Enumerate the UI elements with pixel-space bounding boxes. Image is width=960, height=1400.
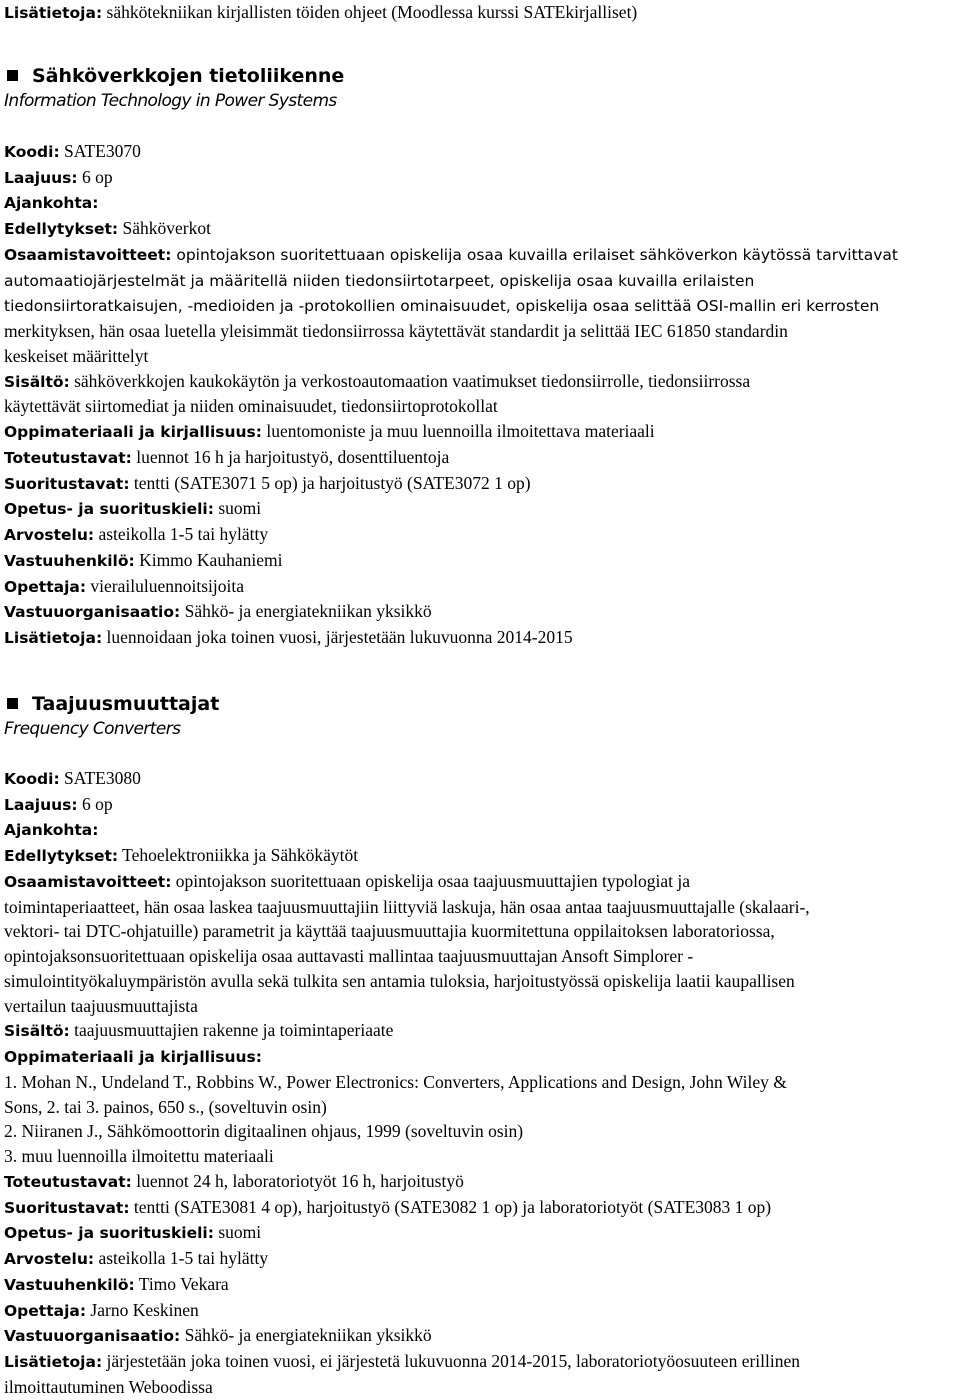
- field-value: Tehoelektroniikka ja Sähkökäytöt: [118, 845, 359, 865]
- field-value: vierailuluennoitsijoita: [86, 575, 244, 596]
- field-suoritustavat: [4, 1195, 956, 1221]
- field-value: Sähkö- ja energiatekniikan yksikkö: [180, 601, 432, 622]
- field-suoritustavat: [4, 471, 956, 497]
- field-label: Vastuuorganisaatio:: [4, 1327, 181, 1346]
- field-value: taajuusmuuttajien rakenne ja toimintaperiaate: [69, 1020, 394, 1041]
- field-label: Osaamistavoitteet:: [4, 872, 172, 891]
- field-value: merkityksen, hän osaa luetella yleisimmät tiedonsiirrossa käytettävät standardit ja selittää IEC 61850 standardin: [4, 321, 788, 341]
- field-label: Edellytykset:: [4, 847, 119, 865]
- field-value: 6 op: [77, 793, 113, 814]
- field-continuation: [4, 268, 956, 294]
- field-oppimateriaali: [4, 1044, 956, 1070]
- field-osaamistavoitteet: [4, 242, 956, 268]
- field-koodi: [4, 139, 956, 165]
- field-label: Opettaja:: [4, 577, 87, 596]
- course-section-sate3070: [4, 63, 956, 651]
- literature-item: [4, 1144, 956, 1169]
- header-info-label: Lisätietoja:: [4, 4, 103, 22]
- field-label: Laajuus:: [4, 795, 78, 814]
- field-value: sähköverkkojen kaukokäytön ja verkostoautomaation vaatimukset tiedonsiirrolle, tiedonsiirrossa: [69, 370, 751, 391]
- field-kieli: [4, 1220, 956, 1246]
- field-vastuuhenkilo: [4, 548, 956, 574]
- field-vastuuorganisaatio: [4, 1323, 956, 1349]
- header-info-value: sähkötekniikan kirjallisten töiden ohjeet (Moodlessa kurssi SATEkirjalliset): [102, 2, 638, 22]
- field-label: Vastuuhenkilö:: [4, 551, 135, 570]
- course-title-text: Sähköverkkojen tietoliikenne: [32, 64, 345, 87]
- field-toteutustavat: [4, 1169, 956, 1195]
- field-value: tentti (SATE3081 4 op), harjoitustyö (SATE3082 1 op) ja laboratoriotyöt (SATE3083 1 op): [129, 1196, 772, 1217]
- field-edellytykset: [4, 843, 956, 869]
- field-value: luentomoniste ja muu luennoilla ilmoitettava materiaali: [261, 421, 655, 441]
- course-subtitle: Information Technology in Power Systems: [4, 90, 337, 111]
- field-label: Arvostelu:: [4, 526, 95, 544]
- field-value: keskeiset määrittelyt: [4, 345, 149, 366]
- field-value: suomi: [213, 498, 262, 519]
- field-value: Jarno Keskinen: [86, 1299, 199, 1320]
- field-value: 3. muu luennoilla ilmoitettu materiaali: [4, 1146, 274, 1166]
- field-value: asteikolla 1-5 tai hylätty: [94, 524, 269, 544]
- field-label: Lisätietoja:: [4, 1353, 103, 1371]
- field-lisatietoja: [4, 1349, 956, 1375]
- field-vastuuorganisaatio: [4, 599, 956, 625]
- field-value: Sähköverkot: [118, 218, 211, 238]
- field-value: luennot 16 h ja harjoitustyö, dosenttiluentoja: [131, 446, 450, 467]
- field-label: Suoritustavat:: [4, 1198, 130, 1217]
- field-value: opintojakson suoritettuaan opiskelija osaa taajuusmuuttajien typologiat ja: [171, 870, 690, 891]
- field-label: Lisätietoja:: [4, 629, 103, 647]
- field-laajuus: [4, 165, 956, 191]
- field-lisatietoja: [4, 625, 956, 651]
- field-oppimateriaali: [4, 419, 956, 445]
- field-value: Kimmo Kauhaniemi: [134, 549, 283, 570]
- field-toteutustavat: [4, 445, 956, 471]
- field-value: Timo Vekara: [134, 1273, 229, 1294]
- field-vastuuhenkilo: [4, 1272, 956, 1298]
- field-label: Ajankohta:: [4, 194, 99, 213]
- course-subtitle: Frequency Converters: [4, 718, 181, 739]
- field-ajankohta: [4, 817, 956, 843]
- field-label: Ajankohta:: [4, 821, 99, 840]
- field-label: Arvostelu:: [4, 1250, 95, 1268]
- field-continuation: [4, 394, 956, 419]
- field-label: Koodi:: [4, 769, 60, 788]
- field-label: Koodi:: [4, 142, 60, 161]
- field-value: tiedonsiirtoratkaisujen, -medioiden ja -protokollien ominaisuudet, opiskelija osaa selittää OSI-mallin eri kerrosten: [4, 297, 880, 316]
- field-koodi: [4, 766, 956, 792]
- field-label: Oppimateriaali ja kirjallisuus:: [4, 423, 262, 441]
- literature-item: [4, 1119, 956, 1144]
- field-value: tentti (SATE3071 5 op) ja harjoitustyö (SATE3072 1 op): [129, 472, 531, 493]
- field-label: Toteutustavat:: [4, 448, 132, 467]
- field-label: Toteutustavat:: [4, 1172, 132, 1191]
- field-laajuus: [4, 792, 956, 818]
- field-opettaja: [4, 574, 956, 600]
- field-value: suomi: [213, 1222, 262, 1243]
- field-value: SATE3070: [59, 140, 141, 161]
- literature-item-continuation: [4, 1095, 956, 1120]
- field-ajankohta: [4, 190, 956, 216]
- field-value: Sähkö- ja energiatekniikan yksikkö: [180, 1325, 432, 1346]
- field-sisalto: [4, 369, 956, 395]
- literature-item: [4, 1070, 956, 1095]
- field-value: luennoidaan joka toinen vuosi, järjestetään lukuvuonna 2014-2015: [102, 627, 573, 647]
- field-label: Opettaja:: [4, 1301, 87, 1320]
- field-opettaja: [4, 1298, 956, 1324]
- field-value: asteikolla 1-5 tai hylätty: [94, 1248, 269, 1268]
- field-continuation: [4, 319, 956, 344]
- field-continuation: [4, 293, 956, 319]
- field-value: käytettävät siirtomediat ja niiden ominaisuudet, tiedonsiirtoprotokollat: [4, 396, 498, 417]
- field-label: Edellytykset:: [4, 220, 119, 238]
- field-label: Sisältö:: [4, 1022, 70, 1041]
- field-value: järjestetään joka toinen vuosi, ei järjestetä lukuvuonna 2014-2015, laboratoriotyöosuuteen erillinen: [102, 1351, 801, 1371]
- field-label: Opetus- ja suorituskieli:: [4, 1224, 214, 1243]
- field-kieli: [4, 496, 956, 522]
- field-osaamistavoitteet: [4, 869, 956, 895]
- field-value: 1. Mohan N., Undeland T., Robbins W., Power Electronics: Converters, Applications and Design, John Wiley &: [4, 1071, 787, 1092]
- field-continuation: [4, 344, 956, 369]
- field-label: Vastuuhenkilö:: [4, 1275, 135, 1294]
- field-label: Laajuus:: [4, 168, 78, 187]
- header-info: [4, 0, 956, 26]
- field-label: Suoritustavat:: [4, 474, 130, 493]
- field-continuation: [4, 895, 956, 920]
- field-value: vertailun taajuusmuuttajista: [4, 995, 198, 1016]
- field-continuation: [4, 969, 956, 994]
- field-label: Oppimateriaali ja kirjallisuus:: [4, 1048, 262, 1066]
- field-value: opintojakson suoritettuaan opiskelija osaa kuvailla erilaiset sähköverkon käytössä tarvittavat: [171, 245, 898, 264]
- bullet-square-icon: [7, 698, 18, 709]
- field-continuation: [4, 1375, 956, 1400]
- field-value: opintojaksonsuoritettuaan opiskelija osaa auttavasti mallintaa taajuusmuuttajan Ansoft Simplorer -: [4, 946, 694, 966]
- field-arvostelu: [4, 1246, 956, 1272]
- field-continuation: [4, 994, 956, 1019]
- field-edellytykset: [4, 216, 956, 242]
- course-section-sate3080: [4, 691, 956, 1400]
- field-label: Vastuuorganisaatio:: [4, 603, 181, 622]
- field-value: ilmoittautuminen Weboodissa: [4, 1376, 213, 1397]
- field-label: Opetus- ja suorituskieli:: [4, 500, 214, 519]
- field-value: toimintaperiaatteet, hän osaa laskea taajuusmuuttajiin liittyviä laskuja, hän osaa antaa taajuusmuuttajalle (skalaari-,: [4, 896, 810, 917]
- bullet-square-icon: [7, 70, 18, 81]
- field-label: Sisältö:: [4, 372, 70, 391]
- course-title-text: Taajuusmuuttajat: [32, 692, 220, 715]
- course-title: [4, 63, 956, 89]
- field-value: 6 op: [77, 166, 113, 187]
- field-value: 2. Niiranen J., Sähkömoottorin digitaalinen ohjaus, 1999 (soveltuvin osin): [4, 1121, 524, 1142]
- field-arvostelu: [4, 522, 956, 548]
- field-continuation: [4, 944, 956, 969]
- field-label: Osaamistavoitteet:: [4, 245, 172, 264]
- course-title: [4, 691, 956, 717]
- field-continuation: [4, 919, 956, 944]
- field-value: Sons, 2. tai 3. painos, 650 s., (soveltuvin osin): [4, 1096, 327, 1117]
- field-value: vektori- tai DTC-ohjatuille) parametrit ja käyttää taajuusmuuttajia kuormitettuna oppilaitoksen laboratoriossa,: [4, 921, 775, 942]
- field-sisalto: [4, 1018, 956, 1044]
- field-value: simulointityökaluympäristön avulla sekä tulkita sen antamia tuloksia, harjoitustyössä opiskelija laatii kaupallisen: [4, 970, 795, 991]
- field-value: SATE3080: [59, 767, 141, 788]
- field-value: automaatiojärjestelmät ja määritellä niiden tiedonsiirtotarpeet, opiskelija osaa kuvailla erilaisten: [4, 271, 755, 290]
- field-value: luennot 24 h, laboratoriotyöt 16 h, harjoitustyö: [131, 1170, 464, 1191]
